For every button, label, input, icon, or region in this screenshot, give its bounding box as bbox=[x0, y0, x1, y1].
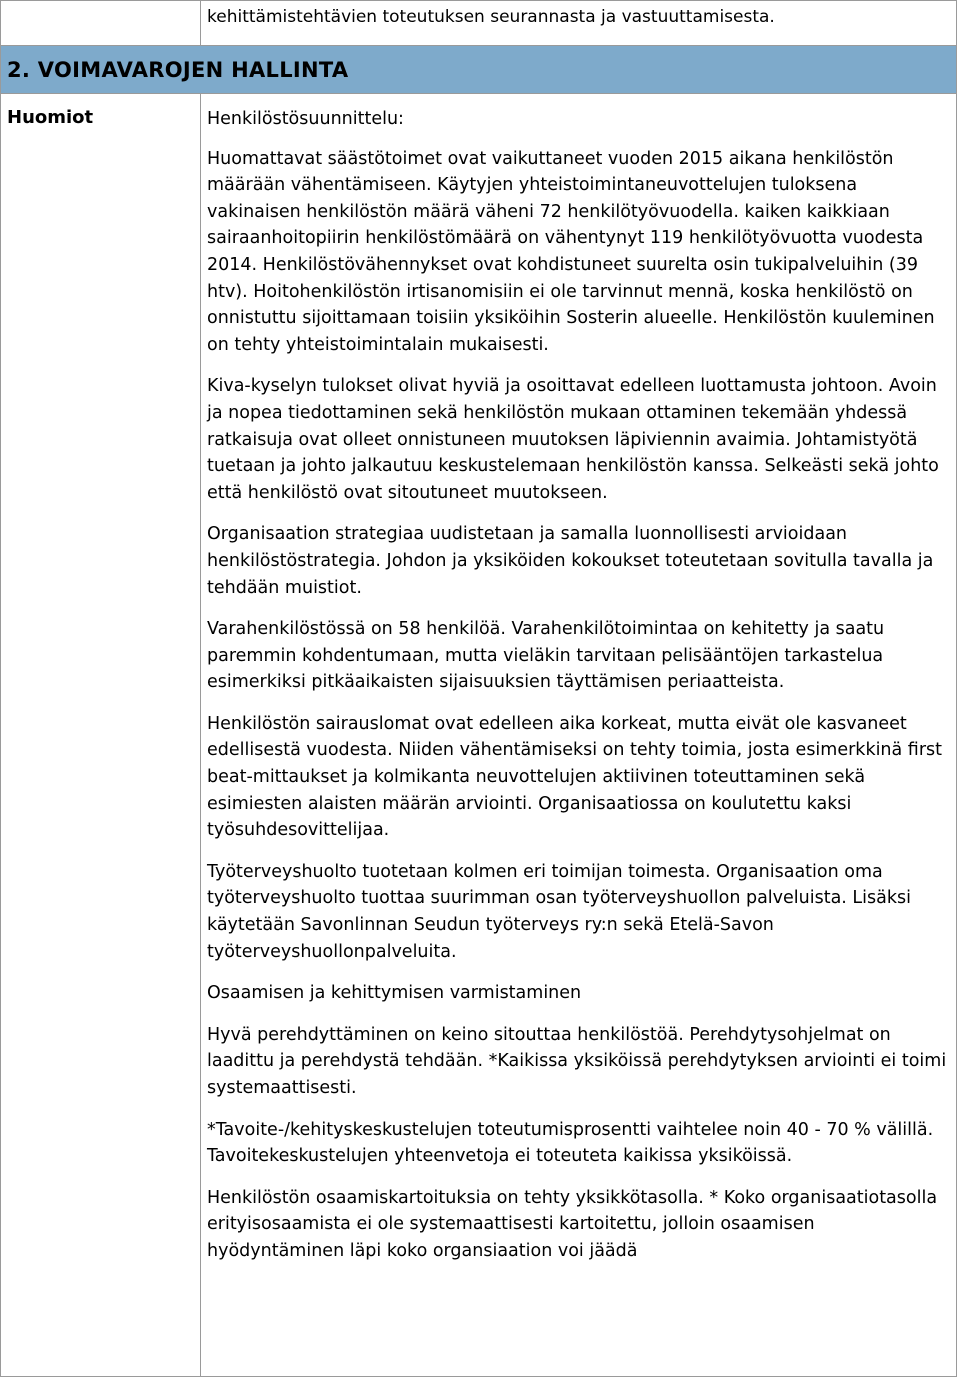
paragraph: Varahenkilöstössä on 58 henkilöä. Varahenkilötoimintaa on kehitetty ja saatu paremmin kohdentumaan, mutta vieläkin tarvitaan pelisääntöjen tarkastelua esimerkiksi pitkäaikaisten sijaisuuksien täyttämisen periaatteista. bbox=[207, 619, 885, 693]
paragraph: Organisaation strategiaa uudistetaan ja samalla luonnollisesti arvioidaan henkilöstöstrategia. Johdon ja yksiköiden kokoukset toteutetaan sovitulla tavalla ja tehdään muistiot. bbox=[207, 524, 934, 598]
section-title: 2. VOIMAVAROJEN HALLINTA bbox=[7, 58, 349, 82]
paragraph: Henkilöstön sairauslomat ovat edelleen aika korkeat, mutta eivät ole kasvaneet edellisestä vuodesta. Niiden vähentämiseksi on tehty toimia, josta esimerkkinä first beat-mittaukset ja kolmikanta neuvottelujen aktiivinen toteuttaminen sekä esimiesten alaisten määrän arviointi. Organisaatiossa on koulutettu kaksi työsuhdesovittelijaa. bbox=[207, 713, 943, 841]
paragraph: Henkilöstön osaamiskartoituksia on tehty yksikkötasolla. * Koko organisaatiotasolla erityisosaamista ei ole systemaattisesti kartoitettu, jolloin osaamisen hyödyntäminen läpi koko organsiaation voi jäädä bbox=[207, 1187, 938, 1261]
continuation-cell bbox=[201, 1, 957, 46]
continuation-text: kehittämistehtävien toteutuksen seurannasta ja vastuuttamisesta. bbox=[207, 7, 775, 27]
paragraph: Kiva-kyselyn tulokset olivat hyviä ja osoittavat edelleen luottamusta johtoon. Avoin ja nopea tiedottaminen sekä henkilöstön mukaan ottaminen tekemään yhdessä ratkaisuja ovat olleet onnistuneen muutoksen läpiviennin avaimia. Johtamistyötä tuetaan ja johto jalkautuu keskustelemaan henkilöstön kanssa. Selkeästi sekä johto että henkilöstö ovat sitoutuneet muutokseen. bbox=[207, 376, 939, 503]
section-header bbox=[1, 46, 957, 94]
subheading: Henkilöstösuunnittelu: bbox=[207, 109, 404, 129]
empty-left-cell bbox=[1, 1, 201, 46]
paragraph: Hyvä perehdyttäminen on keino sitouttaa henkilöstöä. Perehdytysohjelmat on laadittu ja perehdystä tehdään. *Kaikissa yksiköissä perehdytyksen arviointi ei toimi systemaattisesti. bbox=[207, 1024, 947, 1098]
row-label: Huomiot bbox=[7, 107, 94, 128]
subheading-osaaminen: Osaamisen ja kehittymisen varmistaminen bbox=[207, 983, 582, 1004]
label-cell bbox=[1, 94, 201, 1377]
paragraph: Työterveyshuolto tuotetaan kolmen eri toimijan toimesta. Organisaation oma työterveyshuolto tuottaa suurimman osan työterveyshuollon palveluista. Lisäksi käytetään Savonlinnan Seudun työterveys ry:n sekä Etelä-Savon työterveyshuollonpalveluita. bbox=[207, 861, 911, 962]
paragraph: *Tavoite-/kehityskeskustelujen toteutumisprosentti vaihtelee noin 40 - 70 % välillä. Tavoitekeskustelujen yhteenvetoja ei toteuteta kaikissa yksiköissä. bbox=[207, 1119, 934, 1167]
paragraph: Huomattavat säästötoimet ovat vaikuttaneet vuoden 2015 aikana henkilöstön määrään vähentämiseen. Käytyjen yhteistoimintaneuvottelujen tuloksena vakinaisen henkilöstön määrä väheni 72 henkilötyövuodella. kaiken kaikkiaan sairaanhoitopiirin henkilöstömäärä on vähentynyt 119 henkilötyövuotta vuodesta 2014. Henkilöstövähennykset ovat kohdistuneet suurelta osin tukipalveluihin (39 htv). Hoitohenkilöstön irtisanomisiin ei ole tarvinnut mennä, koska henkilöstö on onnistuttu sijoittamaan toisiin yksiköihin Sosterin alueelle. Henkilöstön kuuleminen on tehty yhteistoimintalain mukaisesti. bbox=[207, 148, 935, 355]
content-cell bbox=[201, 94, 957, 1377]
